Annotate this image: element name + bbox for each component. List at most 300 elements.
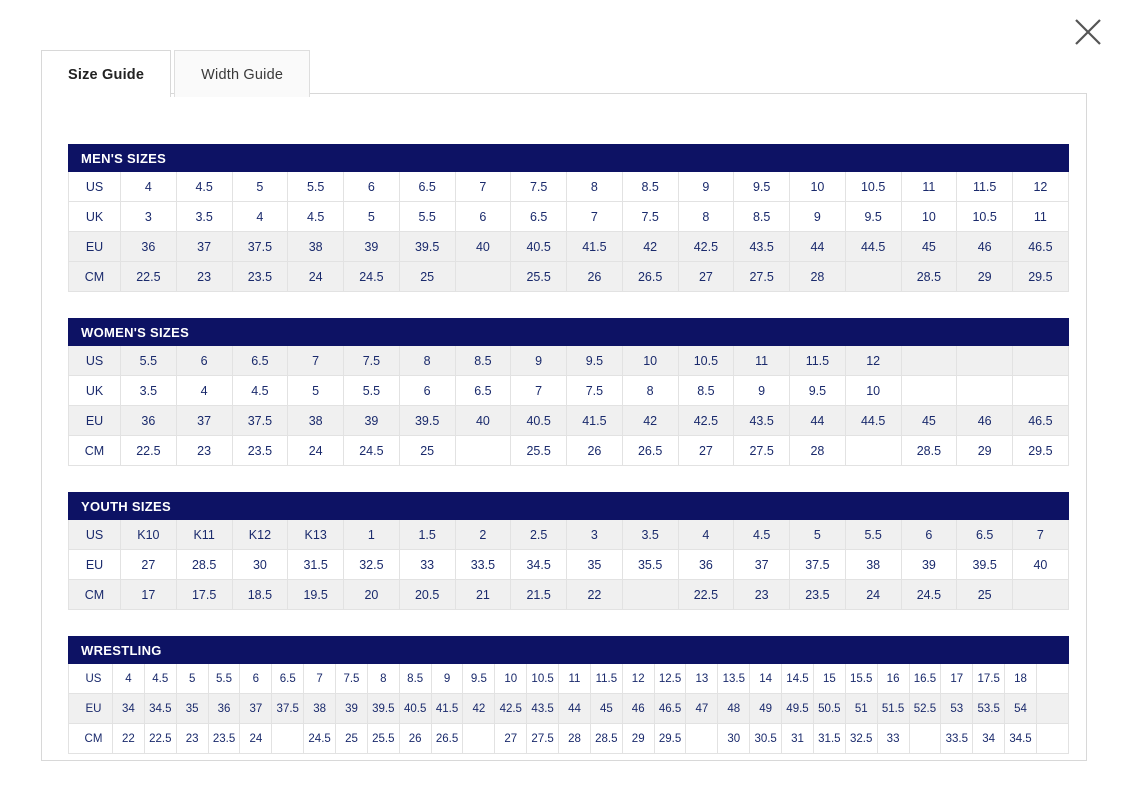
- row-label: US: [69, 664, 113, 694]
- table-header-cell: [1005, 637, 1037, 664]
- size-cell: 5.5: [399, 202, 455, 232]
- table-header-cell: [559, 637, 591, 664]
- size-cell: 38: [845, 550, 901, 580]
- size-cell: 24.5: [304, 724, 336, 754]
- size-cell: 42.5: [495, 694, 527, 724]
- size-cell: 39: [901, 550, 957, 580]
- size-cell: 13: [686, 664, 718, 694]
- size-cell: 23.5: [790, 580, 846, 610]
- size-cell: 23: [176, 262, 232, 292]
- size-cell: 44: [790, 406, 846, 436]
- table-header-cell: [877, 637, 909, 664]
- size-cell: 24: [240, 724, 272, 754]
- size-cell: [957, 376, 1013, 406]
- size-cell: 1: [344, 520, 400, 550]
- table-header-cell: [734, 145, 790, 172]
- size-cell: 41.5: [567, 232, 623, 262]
- size-cell: 6.5: [455, 376, 511, 406]
- size-cell: 42.5: [678, 232, 734, 262]
- size-cell: 24: [845, 580, 901, 610]
- size-cell: 7: [567, 202, 623, 232]
- table-header-cell: [901, 493, 957, 520]
- size-cell: 26: [567, 262, 623, 292]
- size-cell: 28.5: [176, 550, 232, 580]
- size-cell: 29: [622, 724, 654, 754]
- size-cell: 7.5: [622, 202, 678, 232]
- table-header-cell: [845, 145, 901, 172]
- table-header-cell: [813, 637, 845, 664]
- table-header-cell: [511, 319, 567, 346]
- size-cell: 16: [877, 664, 909, 694]
- table-header-cell: [272, 637, 304, 664]
- size-cell: 22.5: [121, 262, 177, 292]
- size-cell: 13.5: [718, 664, 750, 694]
- size-cell: 26.5: [622, 436, 678, 466]
- table-header-row: [69, 637, 1069, 664]
- size-cell: 40: [1013, 550, 1069, 580]
- size-cell: 22.5: [121, 436, 177, 466]
- size-cell: 29.5: [654, 724, 686, 754]
- size-cell: 28: [790, 436, 846, 466]
- size-cell: 43.5: [527, 694, 559, 724]
- size-cell: 5: [288, 376, 344, 406]
- size-cell: 6: [901, 520, 957, 550]
- tab-bar: [41, 50, 310, 97]
- size-cell: 11: [1013, 202, 1069, 232]
- size-cell: 28.5: [901, 436, 957, 466]
- table-header-cell: [1013, 493, 1069, 520]
- table-row: [69, 664, 1069, 694]
- size-cell: 16.5: [909, 664, 941, 694]
- size-cell: 9.5: [567, 346, 623, 376]
- size-cell: 26.5: [622, 262, 678, 292]
- size-cell: 10.5: [845, 172, 901, 202]
- table-header-cell: [750, 637, 782, 664]
- size-cell: 53.5: [973, 694, 1005, 724]
- size-cell: 46: [957, 406, 1013, 436]
- table-header-cell: [511, 493, 567, 520]
- table-header-cell: [288, 145, 344, 172]
- size-cell: 23: [176, 724, 208, 754]
- size-cell: 52.5: [909, 694, 941, 724]
- size-cell: 4: [113, 664, 145, 694]
- size-cell: 39.5: [367, 694, 399, 724]
- size-cell: 38: [304, 694, 336, 724]
- size-cell: 23.5: [232, 262, 288, 292]
- tab-size-guide[interactable]: [41, 50, 171, 97]
- table-row: [69, 436, 1069, 466]
- size-cell: 20: [344, 580, 400, 610]
- size-cell: 10: [901, 202, 957, 232]
- table-row: [69, 376, 1069, 406]
- size-cell: 23: [734, 580, 790, 610]
- size-cell: 31: [782, 724, 814, 754]
- size-cell: 24.5: [344, 262, 400, 292]
- tab-width-guide[interactable]: [174, 50, 310, 97]
- table-title: WRESTLING: [69, 637, 209, 664]
- size-cell: 27.5: [734, 436, 790, 466]
- table-header-cell: [622, 637, 654, 664]
- size-cell: 37.5: [272, 694, 304, 724]
- row-label: UK: [69, 376, 121, 406]
- size-cell: 26: [567, 436, 623, 466]
- size-cell: 8: [399, 346, 455, 376]
- table-header-cell: [622, 493, 678, 520]
- table-header-cell: [288, 493, 344, 520]
- size-cell: 10: [495, 664, 527, 694]
- size-cell: 23.5: [232, 436, 288, 466]
- table-header-cell: [973, 637, 1005, 664]
- size-cell: 24: [288, 436, 344, 466]
- size-cell: 39: [336, 694, 368, 724]
- size-cell: 29: [957, 436, 1013, 466]
- size-cell: 7.5: [567, 376, 623, 406]
- size-cell: 8: [622, 376, 678, 406]
- size-cell: 27.5: [527, 724, 559, 754]
- size-cell: 8: [567, 172, 623, 202]
- size-cell: 9: [790, 202, 846, 232]
- size-cell: 39: [344, 232, 400, 262]
- size-cell: [957, 346, 1013, 376]
- table-title: YOUTH SIZES: [69, 493, 233, 520]
- size-tables-container: [68, 144, 1068, 780]
- size-cell: 53: [941, 694, 973, 724]
- row-label: CM: [69, 724, 113, 754]
- size-cell: [272, 724, 304, 754]
- row-label: US: [69, 346, 121, 376]
- size-cell: 46.5: [654, 694, 686, 724]
- table-header-cell: [344, 319, 400, 346]
- size-cell: 27: [678, 262, 734, 292]
- table-row: [69, 550, 1069, 580]
- size-cell: 14: [750, 664, 782, 694]
- row-label: UK: [69, 202, 121, 232]
- table-header-cell: [567, 319, 623, 346]
- size-cell: 40.5: [511, 232, 567, 262]
- table-header-cell: [909, 637, 941, 664]
- size-cell: 27.5: [734, 262, 790, 292]
- size-cell: 4.5: [176, 172, 232, 202]
- table-header-cell: [957, 493, 1013, 520]
- size-cell: [455, 262, 511, 292]
- size-cell: 8.5: [734, 202, 790, 232]
- size-cell: 9: [511, 346, 567, 376]
- size-cell: 26: [399, 724, 431, 754]
- size-cell: 5: [232, 172, 288, 202]
- table-header-cell: [790, 145, 846, 172]
- size-cell: 44: [559, 694, 591, 724]
- size-cell: 7.5: [511, 172, 567, 202]
- size-cell: 6: [399, 376, 455, 406]
- table-header-cell: [718, 637, 750, 664]
- table-header-cell: [1013, 319, 1069, 346]
- table-header-cell: [495, 637, 527, 664]
- table-header-cell: [367, 637, 399, 664]
- size-cell: 27: [121, 550, 177, 580]
- close-icon: [1068, 12, 1108, 52]
- table-header-cell: [782, 637, 814, 664]
- size-table: [68, 636, 1069, 754]
- size-cell: 43.5: [734, 232, 790, 262]
- size-cell: 42: [463, 694, 495, 724]
- table-header-cell: [304, 637, 336, 664]
- size-cell: [1036, 694, 1068, 724]
- size-cell: 17.5: [176, 580, 232, 610]
- size-cell: 39.5: [399, 406, 455, 436]
- size-cell: 11.5: [790, 346, 846, 376]
- size-cell: 32.5: [845, 724, 877, 754]
- size-cell: 37.5: [232, 406, 288, 436]
- size-cell: K13: [288, 520, 344, 550]
- size-cell: 36: [208, 694, 240, 724]
- size-cell: 6.5: [511, 202, 567, 232]
- size-cell: 6: [176, 346, 232, 376]
- size-cell: 12: [845, 346, 901, 376]
- size-cell: 6.5: [272, 664, 304, 694]
- size-cell: 10.5: [957, 202, 1013, 232]
- size-cell: 29: [957, 262, 1013, 292]
- size-cell: 3.5: [121, 376, 177, 406]
- table-row: [69, 262, 1069, 292]
- size-cell: 33.5: [455, 550, 511, 580]
- size-cell: 4: [121, 172, 177, 202]
- table-header-cell: [734, 493, 790, 520]
- size-cell: 25: [957, 580, 1013, 610]
- size-cell: 5.5: [121, 346, 177, 376]
- size-cell: 9.5: [734, 172, 790, 202]
- table-header-cell: [455, 319, 511, 346]
- size-cell: K11: [176, 520, 232, 550]
- table-row: [69, 580, 1069, 610]
- size-cell: 10: [845, 376, 901, 406]
- size-cell: 7: [511, 376, 567, 406]
- size-cell: 49: [750, 694, 782, 724]
- table-header-cell: [901, 145, 957, 172]
- table-header-cell: [686, 637, 718, 664]
- size-cell: 17: [121, 580, 177, 610]
- size-cell: 5: [344, 202, 400, 232]
- size-cell: 3: [567, 520, 623, 550]
- size-guide-panel: [41, 93, 1087, 761]
- size-cell: 24: [288, 262, 344, 292]
- size-cell: [1013, 580, 1069, 610]
- size-cell: 5.5: [288, 172, 344, 202]
- size-cell: 43.5: [734, 406, 790, 436]
- size-cell: 5.5: [208, 664, 240, 694]
- size-cell: 21: [455, 580, 511, 610]
- size-cell: 34: [113, 694, 145, 724]
- table-row: [69, 172, 1069, 202]
- size-table: [68, 492, 1069, 610]
- table-header-cell: [344, 493, 400, 520]
- table-header-cell: [232, 493, 288, 520]
- size-cell: 14.5: [782, 664, 814, 694]
- size-cell: 37: [176, 406, 232, 436]
- row-label: US: [69, 172, 121, 202]
- size-cell: 4: [176, 376, 232, 406]
- size-cell: 40: [455, 232, 511, 262]
- table-header-cell: [463, 637, 495, 664]
- table-header-cell: [240, 637, 272, 664]
- table-row: [69, 724, 1069, 754]
- size-cell: 8: [678, 202, 734, 232]
- size-cell: 6.5: [957, 520, 1013, 550]
- table-header-cell: [845, 637, 877, 664]
- size-cell: 8.5: [622, 172, 678, 202]
- table-row: [69, 232, 1069, 262]
- table-header-cell: [1013, 145, 1069, 172]
- size-cell: 25: [399, 436, 455, 466]
- size-cell: 45: [590, 694, 622, 724]
- size-cell: 30: [232, 550, 288, 580]
- size-cell: 40: [455, 406, 511, 436]
- size-cell: 5: [790, 520, 846, 550]
- size-cell: 7: [304, 664, 336, 694]
- size-cell: 15: [813, 664, 845, 694]
- size-cell: 9.5: [845, 202, 901, 232]
- size-cell: 34.5: [511, 550, 567, 580]
- row-label: US: [69, 520, 121, 550]
- size-cell: 6.5: [232, 346, 288, 376]
- size-cell: [901, 346, 957, 376]
- table-header-cell: [845, 493, 901, 520]
- size-cell: 27: [678, 436, 734, 466]
- size-cell: 22: [113, 724, 145, 754]
- size-cell: 7: [455, 172, 511, 202]
- size-cell: 30: [718, 724, 750, 754]
- size-cell: 46.5: [1013, 232, 1069, 262]
- table-header-row: [69, 319, 1069, 346]
- table-header-cell: [336, 637, 368, 664]
- size-cell: 5.5: [344, 376, 400, 406]
- table-row: [69, 520, 1069, 550]
- table-header-cell: [527, 637, 559, 664]
- size-cell: [845, 436, 901, 466]
- size-cell: 31.5: [288, 550, 344, 580]
- table-header-cell: [622, 319, 678, 346]
- size-cell: 28.5: [590, 724, 622, 754]
- size-cell: 30.5: [750, 724, 782, 754]
- size-cell: 9.5: [790, 376, 846, 406]
- size-cell: 11: [734, 346, 790, 376]
- table-header-cell: [622, 145, 678, 172]
- size-cell: 33: [399, 550, 455, 580]
- table-header-cell: [678, 145, 734, 172]
- size-cell: 15.5: [845, 664, 877, 694]
- size-cell: 5.5: [845, 520, 901, 550]
- size-cell: [455, 436, 511, 466]
- size-cell: 36: [121, 232, 177, 262]
- size-cell: [1036, 664, 1068, 694]
- size-cell: 12: [1013, 172, 1069, 202]
- size-cell: 39: [344, 406, 400, 436]
- table-row: [69, 406, 1069, 436]
- table-row: [69, 694, 1069, 724]
- size-cell: 22.5: [678, 580, 734, 610]
- size-cell: 10.5: [678, 346, 734, 376]
- size-cell: 33: [877, 724, 909, 754]
- table-header-cell: [957, 319, 1013, 346]
- table-header-cell: [455, 493, 511, 520]
- size-cell: 51.5: [877, 694, 909, 724]
- table-header-cell: [208, 637, 240, 664]
- size-cell: 51: [845, 694, 877, 724]
- table-title: WOMEN'S SIZES: [69, 319, 233, 346]
- table-row: [69, 202, 1069, 232]
- size-cell: 24.5: [901, 580, 957, 610]
- table-header-cell: [678, 493, 734, 520]
- size-cell: [622, 580, 678, 610]
- size-cell: 11: [559, 664, 591, 694]
- size-cell: 3.5: [622, 520, 678, 550]
- size-cell: 4.5: [288, 202, 344, 232]
- size-cell: 4: [232, 202, 288, 232]
- size-cell: 6: [344, 172, 400, 202]
- row-label: CM: [69, 436, 121, 466]
- size-cell: 8.5: [399, 664, 431, 694]
- size-cell: 50.5: [813, 694, 845, 724]
- size-cell: 9: [678, 172, 734, 202]
- size-cell: 38: [288, 232, 344, 262]
- size-cell: 17.5: [973, 664, 1005, 694]
- size-cell: 39.5: [957, 550, 1013, 580]
- size-cell: 37.5: [232, 232, 288, 262]
- table-header-cell: [790, 319, 846, 346]
- size-cell: 49.5: [782, 694, 814, 724]
- size-cell: 41.5: [431, 694, 463, 724]
- size-cell: 46.5: [1013, 406, 1069, 436]
- size-cell: [1036, 724, 1068, 754]
- size-cell: 28: [790, 262, 846, 292]
- size-cell: 47: [686, 694, 718, 724]
- table-header-cell: [590, 637, 622, 664]
- size-cell: 42.5: [678, 406, 734, 436]
- table-header-cell: [957, 145, 1013, 172]
- close-button[interactable]: [1068, 12, 1108, 52]
- size-cell: 1.5: [399, 520, 455, 550]
- size-cell: 45: [901, 232, 957, 262]
- size-cell: 22: [567, 580, 623, 610]
- size-cell: 9: [734, 376, 790, 406]
- size-cell: 34.5: [1005, 724, 1037, 754]
- size-cell: 54: [1005, 694, 1037, 724]
- row-label: EU: [69, 694, 113, 724]
- size-cell: 37: [240, 694, 272, 724]
- row-label: EU: [69, 232, 121, 262]
- size-cell: 37.5: [790, 550, 846, 580]
- table-header-cell: [399, 145, 455, 172]
- size-cell: [1013, 346, 1069, 376]
- size-cell: 18.5: [232, 580, 288, 610]
- table-header-cell: [941, 637, 973, 664]
- table-header-cell: [734, 319, 790, 346]
- size-table: [68, 318, 1069, 466]
- table-header-cell: [232, 319, 288, 346]
- size-cell: 26.5: [431, 724, 463, 754]
- size-cell: 25.5: [511, 262, 567, 292]
- size-cell: 2.5: [511, 520, 567, 550]
- size-cell: 9: [431, 664, 463, 694]
- size-cell: 10: [790, 172, 846, 202]
- size-cell: 6.5: [399, 172, 455, 202]
- size-cell: 44.5: [845, 406, 901, 436]
- size-cell: 38: [288, 406, 344, 436]
- size-cell: 28: [559, 724, 591, 754]
- size-cell: 6: [240, 664, 272, 694]
- size-cell: 25.5: [367, 724, 399, 754]
- size-cell: 17: [941, 664, 973, 694]
- size-cell: 8.5: [455, 346, 511, 376]
